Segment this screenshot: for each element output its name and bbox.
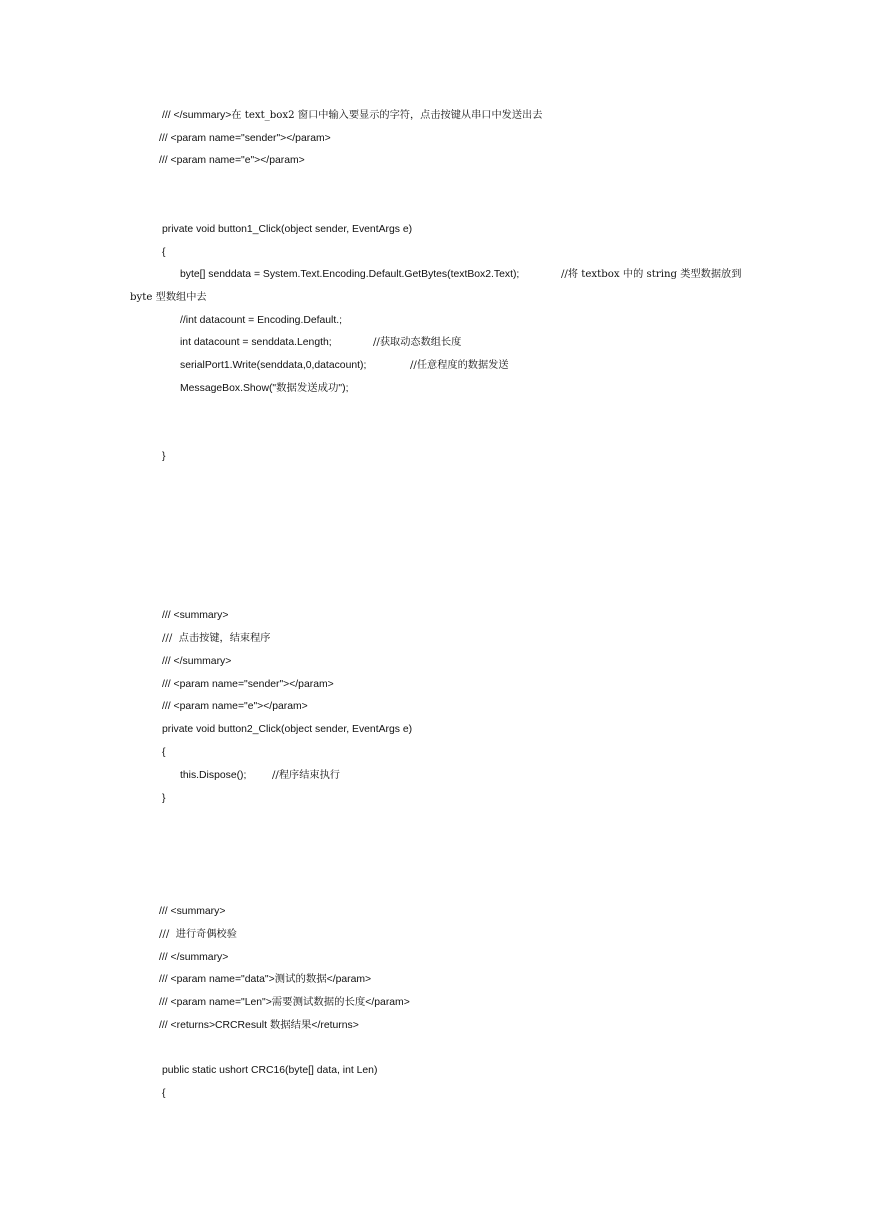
code-line-close-brace: } — [162, 793, 166, 804]
code-comment-length: //获取动态数组长度 — [373, 337, 462, 348]
code-line-summary-text: /// 进行奇偶校验 — [159, 929, 237, 940]
comment-text: 在 text_box2 窗口中输入要显示的字符，点击按键从串口中发送出去 — [231, 110, 543, 121]
code-line-param-e: /// <param name="e"></param> — [159, 155, 305, 166]
code-line-write: serialPort1.Write(senddata,0,datacount); — [180, 360, 367, 371]
code-line-param-data: /// <param name="data">测试的数据</param> — [159, 974, 372, 985]
code-line-summary-text: /// 点击按键，结束程序 — [162, 633, 271, 644]
code-line-method-signature: private void button2_Click(object sender, EventArgs e) — [162, 724, 413, 735]
code-line-summary-open: /// <summary> — [159, 906, 226, 917]
code-line-summary-close: /// </summary> — [162, 656, 232, 667]
code-comment-getbytes-wrap: byte 型数组中去 — [130, 292, 207, 303]
code-comment-dispose: //程序结束执行 — [272, 770, 340, 781]
code-line-close-brace: } — [162, 451, 166, 462]
code-line-param-sender: /// <param name="sender"></param> — [162, 679, 334, 690]
code-line-open-brace: { — [162, 247, 166, 258]
code-line-summary-close — [162, 109, 542, 123]
code-comment-getbytes: //将 textbox 中的 string 类型数据放到 — [561, 269, 742, 280]
code-line-method-signature: private void button1_Click(object sender, EventArgs e) — [162, 224, 413, 235]
code-line-param-len: /// <param name="Len">需要测试数据的长度</param> — [159, 997, 410, 1008]
code-line-dispose: this.Dispose(); — [180, 770, 247, 781]
code-line-messagebox: MessageBox.Show("数据发送成功"); — [180, 383, 349, 394]
code-comment-write: //任意程度的数据发送 — [410, 360, 509, 371]
code-text: /// </summary> — [162, 110, 232, 121]
code-line-open-brace: { — [162, 747, 166, 758]
code-line-param-sender: /// <param name="sender"></param> — [159, 133, 331, 144]
code-line-length: int datacount = senddata.Length; — [180, 337, 332, 348]
code-line-method-signature: public static ushort CRC16(byte[] data, int Len) — [162, 1065, 378, 1076]
code-line-summary-close: /// </summary> — [159, 952, 229, 963]
code-line-commented-out: //int datacount = Encoding.Default.; — [180, 315, 343, 326]
code-line-getbytes: byte[] senddata = System.Text.Encoding.Default.GetBytes(textBox2.Text); — [180, 269, 520, 280]
code-line-open-brace: { — [162, 1088, 166, 1099]
code-line-param-e: /// <param name="e"></param> — [162, 701, 308, 712]
code-line-returns: /// <returns>CRCResult 数据结果</returns> — [159, 1020, 359, 1031]
code-line-summary-open: /// <summary> — [162, 610, 229, 621]
